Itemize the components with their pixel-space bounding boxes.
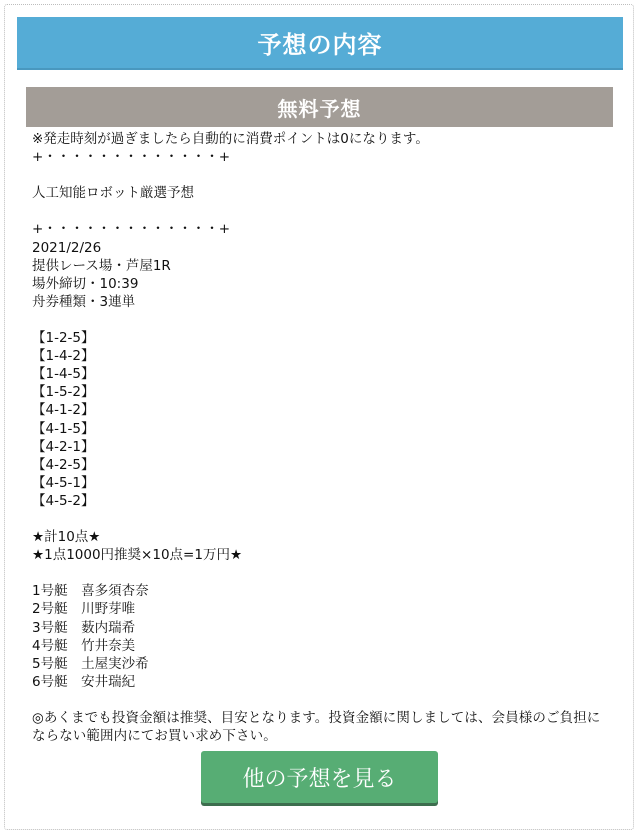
recommend-amount: ★1点1000円推奨×10点=1万円★ <box>32 547 243 564</box>
ticket-type: 舟券種類・3連単 <box>32 293 136 310</box>
pick-item: 【1-4-2】 <box>32 348 95 365</box>
boat-racer: 5号艇 土屋実沙希 <box>32 655 149 672</box>
pick-item: 【4-2-1】 <box>32 438 95 455</box>
plan-name: 人工知能ロボット厳選予想 <box>32 185 194 202</box>
spacer <box>32 510 612 528</box>
section-title-text: 無料予想 <box>277 96 362 121</box>
spacer <box>32 166 612 184</box>
boat-racer: 6号艇 安井瑞紀 <box>32 673 136 690</box>
pick-item: 【4-1-5】 <box>32 420 95 437</box>
boat-racer: 4号艇 竹井奈美 <box>32 637 136 654</box>
spacer <box>32 311 612 329</box>
section-title <box>26 87 613 127</box>
divider-top: +・・・・・・・・・・・・・+ <box>32 149 231 166</box>
pick-item: 【4-5-1】 <box>32 474 95 491</box>
boat-racer: 1号艇 喜多須杏奈 <box>32 583 149 600</box>
cta-label: 他の予想を見る <box>242 766 397 792</box>
pick-item: 【1-2-5】 <box>32 330 95 347</box>
pick-item: 【4-5-2】 <box>32 492 95 509</box>
divider-bottom: +・・・・・・・・・・・・・+ <box>32 221 231 238</box>
race-deadline: 場外締切・10:39 <box>32 275 139 292</box>
spacer <box>32 564 612 582</box>
boat-racer: 2号艇 川野芽唯 <box>32 601 136 618</box>
pick-item: 【1-4-5】 <box>32 366 95 383</box>
prediction-body <box>32 130 612 745</box>
boat-racer: 3号艇 薮内瑞希 <box>32 619 136 636</box>
pick-item: 【4-1-2】 <box>32 402 95 419</box>
spacer <box>32 691 612 709</box>
page-title <box>17 17 623 70</box>
spacer <box>32 202 612 220</box>
race-venue: 提供レース場・芦屋1R <box>32 257 171 274</box>
race-date: 2021/2/26 <box>32 239 102 256</box>
total-points: ★計10点★ <box>32 529 101 546</box>
view-other-predictions-button[interactable] <box>201 751 438 803</box>
disclaimer-text: ◎あくまでも投資金額は推奨、目安となります。投資金額に関しましては、会員様のご負担にならない範囲内にてお買い求め下さい。 <box>32 710 601 745</box>
pick-item: 【4-2-5】 <box>32 456 95 473</box>
page-title-text: 予想の内容 <box>257 31 383 59</box>
notice-text: ※発走時刻が過ぎましたら自動的に消費ポイントは0になります。 <box>32 131 429 147</box>
pick-item: 【1-5-2】 <box>32 384 95 401</box>
